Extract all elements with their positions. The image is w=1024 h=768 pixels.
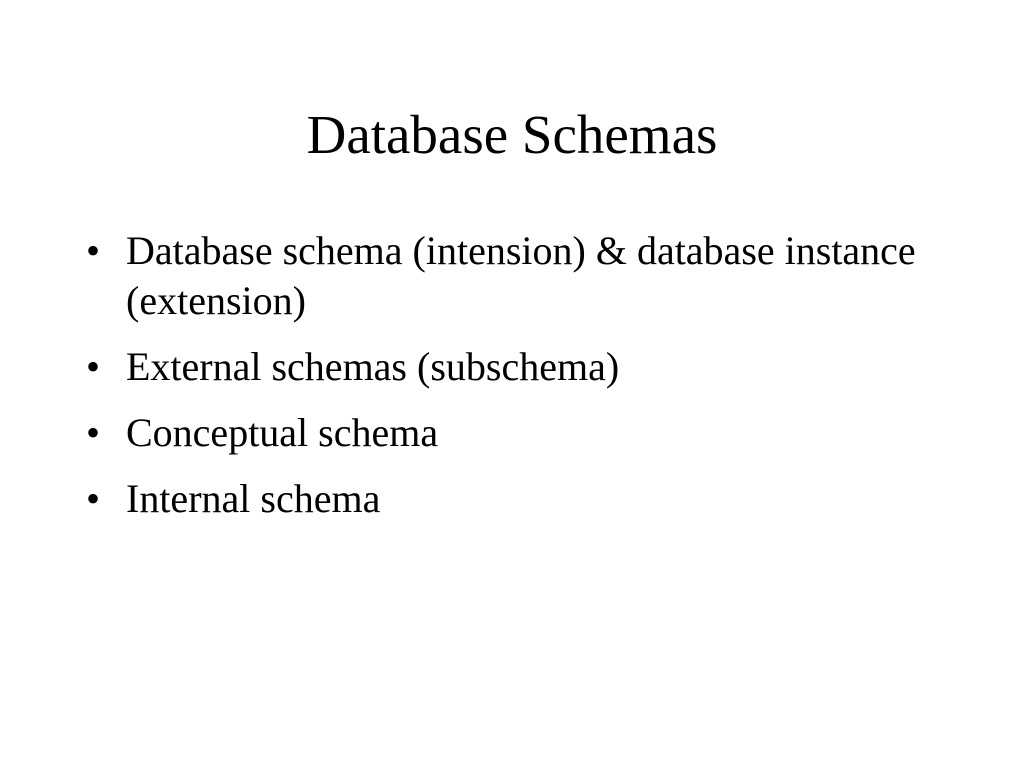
slide-title: Database Schemas	[306, 104, 718, 165]
bullet-item-internal-schema	[86, 474, 926, 524]
bullet-mark: •	[86, 344, 101, 389]
bullet-mark: •	[86, 228, 101, 273]
bullet-item-conceptual-schema	[86, 408, 926, 458]
bullet-text: External schemas (subschema)	[126, 344, 620, 389]
bullet-mark: •	[86, 410, 101, 455]
bullet-item-external-schemas	[86, 342, 926, 392]
bullet-text: Database schema (intension) & database instance (extension)	[126, 228, 916, 323]
bullet-text: Conceptual schema	[126, 410, 439, 455]
bullet-list	[86, 226, 926, 540]
bullet-item-db-schema-instance	[86, 226, 926, 326]
bullet-mark: •	[86, 476, 101, 521]
bullet-text: Internal schema	[126, 476, 381, 521]
